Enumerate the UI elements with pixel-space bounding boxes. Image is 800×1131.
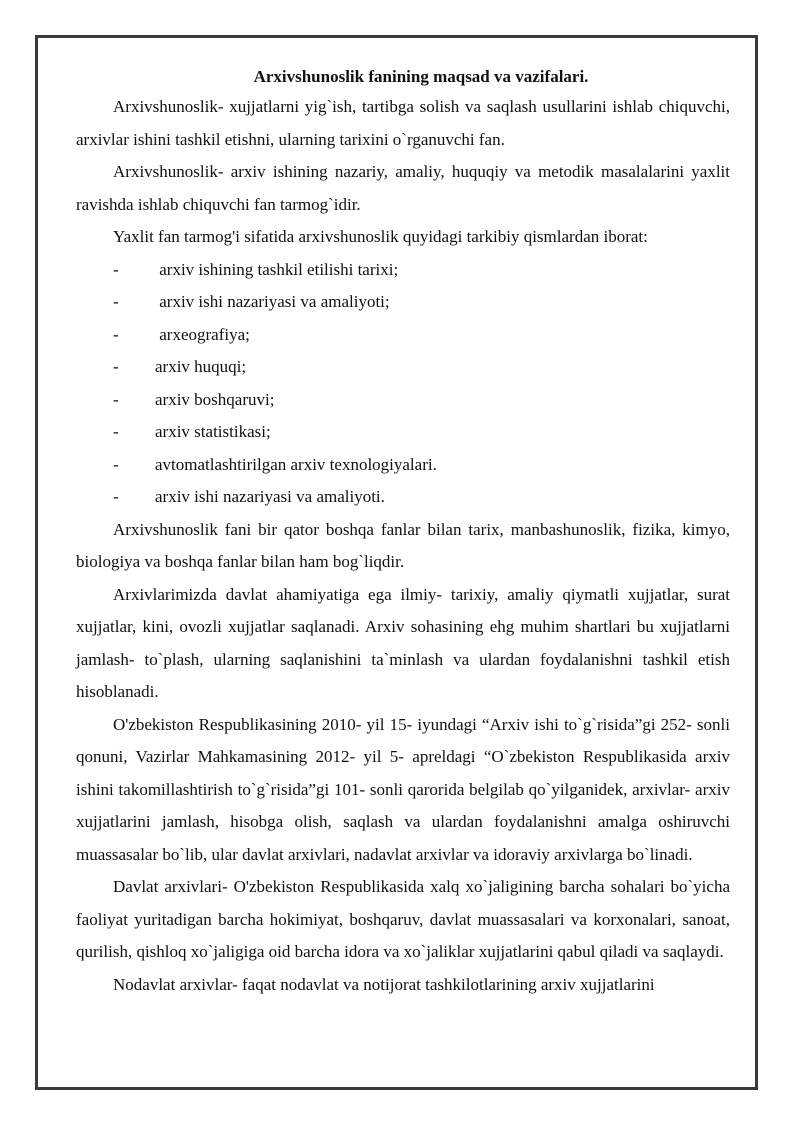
list-item-text: arxiv ishi nazariyasi va amaliyoti; [155, 292, 390, 311]
list-item-text: avtomatlashtirilgan arxiv texnologiyalari. [155, 454, 437, 474]
paragraph-list-intro: Yaxlit fan tarmog'i sifatida arxivshunoslik quyidagi tarkibiy qismlardan iborat: [113, 227, 648, 246]
list-dash: - [113, 324, 119, 344]
paragraph-definition-1: Arxivshunoslik- xujjatlarni yig`ish, tartibga solish va saqlash usullarini ishlab chiquvchi, arxivlar ishini tashkil etishni, ularning tarixini o`rganuvchi fan. [76, 97, 730, 149]
list-dash: - [113, 292, 119, 311]
list-item [76, 384, 730, 417]
list-item [76, 481, 730, 514]
list-item-text: arxeografiya; [155, 324, 250, 344]
list-item [76, 319, 730, 352]
list-item-text: arxiv ishining tashkil etilishi tarixi; [155, 259, 399, 279]
document-body [76, 62, 730, 1001]
list-dash: - [113, 487, 119, 506]
paragraph-non-state-archives: Nodavlat arxivlar- faqat nodavlat va notijorat tashkilotlarining arxiv xujjatlarini [113, 974, 655, 994]
list-item [76, 254, 730, 287]
list-dash: - [113, 357, 119, 376]
paragraph-state-archives: Davlat arxivlari- O'zbekiston Respublikasida xalq xo`jaligining barcha sohalari bo`yicha faoliyat yuritadigan barcha hokimiyat, boshqaruv, davlat muassasalari va korxonalari, sanoat, qurilish, qishloq xo`jaligiga oid barcha idora va xo`jaliklar xujjatlarini qabul qiladi va saqlaydi. [76, 877, 730, 961]
list-dash: - [113, 389, 119, 409]
components-list [76, 254, 730, 514]
list-item-text: arxiv huquqi; [155, 357, 247, 376]
list-item [76, 416, 730, 449]
list-dash: - [113, 454, 119, 474]
paragraph-related-sciences: Arxivshunoslik fani bir qator boshqa fanlar bilan tarix, manbashunoslik, fizika, kimyo, biologiya va boshqa fanlar bilan ham bog`liqdir. [76, 519, 730, 571]
list-dash: - [113, 422, 119, 441]
document-title: Arxivshunoslik fanining maqsad va vazifalari. [253, 67, 589, 86]
list-item [76, 449, 730, 482]
list-item [76, 351, 730, 384]
list-dash: - [113, 259, 119, 279]
list-item-text: arxiv statistikasi; [155, 422, 271, 441]
list-item-text: arxiv ishi nazariyasi va amaliyoti. [155, 487, 385, 506]
paragraph-definition-2: Arxivshunoslik- arxiv ishining nazariy, amaliy, huquqiy va metodik masalalarini yaxlit ravishda ishlab chiquvchi fan tarmog`idir. [76, 162, 730, 214]
paragraph-legal-basis: O'zbekiston Respublikasining 2010- yil 15- iyundagi “Arxiv ishi to`g`risida”gi 252- sonli qonuni, Vazirlar Mahkamasining 2012- yil 5- apreldagi “O`zbekiston Respublikasida arxiv ishini takomillashtirish to`g`risida”gi 101- sonli qarorida belgilab qo`yilganidek, arxivlar- arxiv xujjatlarini jamlash, hisobga olish, saqlash va ulardan foydalanishni amalga oshiruvchi muassasalar bo`lib, ular davlat arxivlari, nadavlat arxivlar va idoraviy arxivlarga bo`linadi. [76, 714, 730, 864]
list-item-text: arxiv boshqaruvi; [155, 389, 275, 409]
paragraph-archive-documents: Arxivlarimizda davlat ahamiyatiga ega ilmiy- tarixiy, amaliy qiymatli xujjatlar, surat xujjatlar, kini, ovozli xujjatlar saqlanadi. Arxiv sohasining ehg muhim shartlari bu xujjatlarni jamlash- to`plash, ularning saqlanishini ta`minlash va ulardan foydalanishni tashkil etish hisoblanadi. [76, 584, 730, 701]
list-item [76, 286, 730, 319]
